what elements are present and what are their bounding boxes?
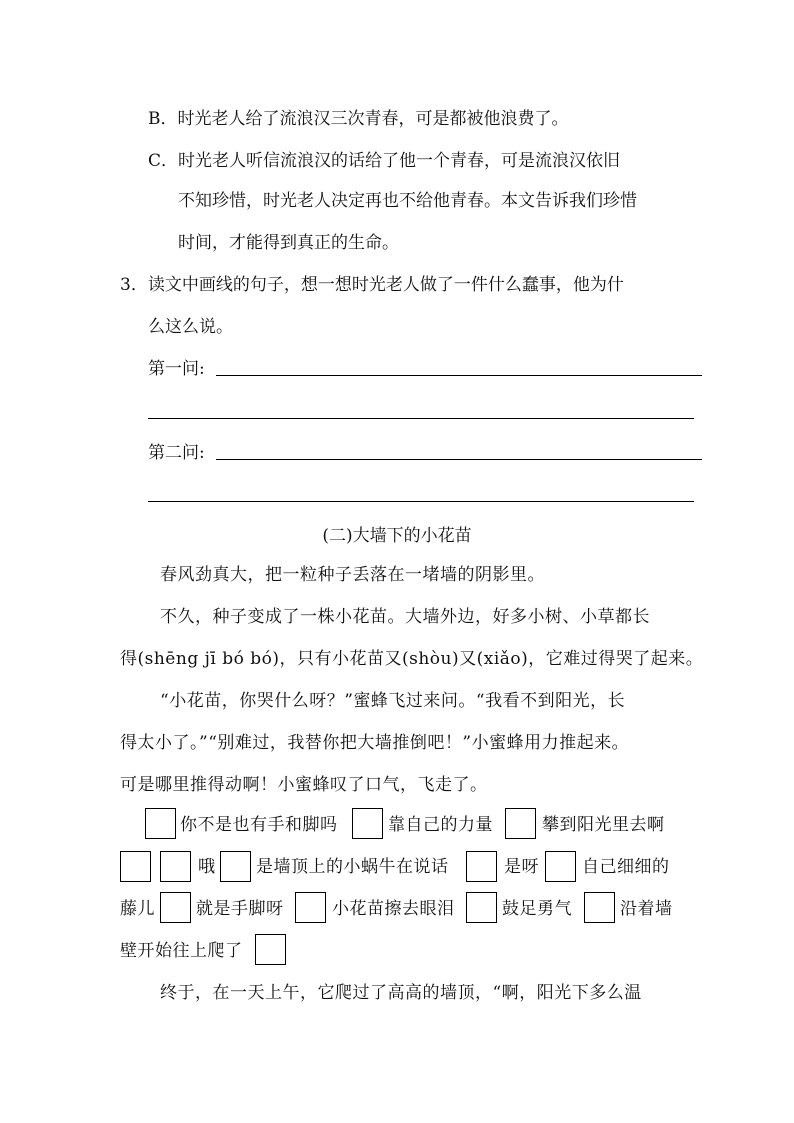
paragraph-3-line2: 得太小了。”“别难过，我替你把大墙推倒吧！”小蜜蜂用力推起来。 <box>120 733 630 753</box>
punct-box[interactable] <box>145 808 176 839</box>
question-3-line1: 3．读文中画线的句子，想一想时光老人做了一件什么蠢事，他为什 <box>120 275 624 295</box>
punct-box[interactable] <box>545 851 576 882</box>
answer-line-3[interactable] <box>216 459 702 460</box>
punct-box[interactable] <box>466 892 497 923</box>
punct-box[interactable] <box>160 892 191 923</box>
answer-line-1[interactable] <box>216 375 702 376</box>
option-c-line3: 时间，才能得到真正的生命。 <box>178 233 399 253</box>
paragraph-2-line2: 得(shēng jī bó bó)，只有小花苗又(shòu)又(xiǎo)，它难过得哭了起来。 <box>120 649 704 669</box>
fill-text: 你不是也有手和脚吗 <box>180 815 338 835</box>
fill-text: 哦 <box>198 857 216 877</box>
first-question-label: 第一问: <box>148 359 205 379</box>
fill-text: 鼓足勇气 <box>502 899 572 919</box>
paragraph-3-line1: “小花苗，你哭什么呀？”蜜蜂飞过来问。“我看不到阳光，长 <box>160 691 626 711</box>
paragraph-5-line1: 终于，在一天上午，它爬过了高高的墙顶，“啊，阳光下多么温 <box>160 983 642 1003</box>
fill-text: 壁开始往上爬了 <box>120 941 243 961</box>
question-3-line2: 么这么说。 <box>148 317 233 337</box>
second-question-label: 第二问: <box>148 443 205 463</box>
punct-box[interactable] <box>160 851 191 882</box>
punct-box[interactable] <box>295 892 326 923</box>
paragraph-2-line1: 不久，种子变成了一株小花苗。大墙外边，好多小树、小草都长 <box>160 607 650 627</box>
paragraph-1: 春风劲真大，把一粒种子丢落在一堵墙的阴影里。 <box>160 565 545 585</box>
punct-box[interactable] <box>466 851 497 882</box>
punct-box[interactable] <box>220 851 251 882</box>
option-c-line2: 不知珍惜，时光老人决定再也不给他青春。本文告诉我们珍惜 <box>178 191 637 211</box>
punct-box[interactable] <box>352 808 383 839</box>
passage-title: (二)大墙下的小花苗 <box>322 526 472 546</box>
fill-text: 藤儿 <box>120 899 155 919</box>
punct-box[interactable] <box>584 892 615 923</box>
punct-box[interactable] <box>255 934 286 965</box>
fill-text: 靠自己的力量 <box>388 815 493 835</box>
answer-line-2[interactable] <box>148 418 694 419</box>
punct-box[interactable] <box>120 851 151 882</box>
paragraph-3-line3: 可是哪里推得动啊！小蜜蜂叹了口气，飞走了。 <box>120 775 488 795</box>
answer-line-4[interactable] <box>148 501 694 502</box>
fill-text: 就是手脚呀 <box>196 899 284 919</box>
fill-text: 小花苗擦去眼泪 <box>332 899 455 919</box>
option-b: B．时光老人给了流浪汉三次青春，可是都被他浪费了。 <box>148 109 569 129</box>
option-c-line1: C．时光老人听信流浪汉的话给了他一个青春，可是流浪汉依旧 <box>148 151 621 171</box>
fill-text: 是呀 <box>504 857 539 877</box>
punct-box[interactable] <box>505 808 536 839</box>
fill-text: 自己细细的 <box>582 857 670 877</box>
fill-text: 沿着墙 <box>620 899 673 919</box>
fill-text: 攀到阳光里去啊 <box>542 815 665 835</box>
fill-text: 是墙顶上的小蜗牛在说话 <box>256 857 449 877</box>
